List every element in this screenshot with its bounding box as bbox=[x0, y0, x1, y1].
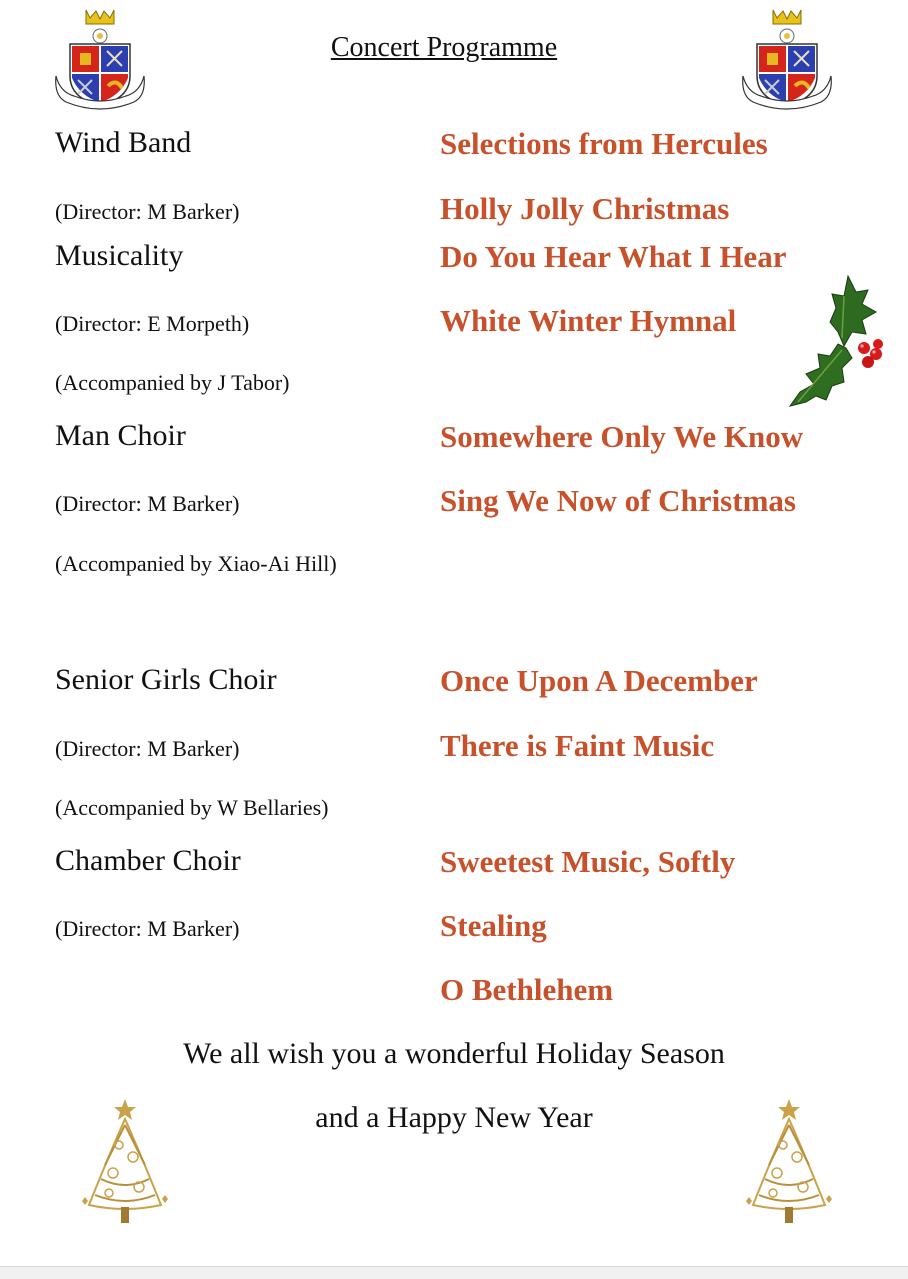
song-title: White Winter Hymnal bbox=[440, 303, 737, 338]
ensemble-man-choir: Man Choir bbox=[55, 419, 186, 452]
song-title: Sing We Now of Christmas bbox=[440, 483, 796, 518]
ensemble-wind-band: Wind Band bbox=[55, 126, 192, 159]
christmas-tree-icon bbox=[743, 1095, 835, 1227]
song-title: Holly Jolly Christmas bbox=[440, 191, 730, 226]
accompanist-line: (Accompanied by W Bellaries) bbox=[55, 795, 329, 820]
closing-line-1: We all wish you a wonderful Holiday Season bbox=[183, 1037, 725, 1070]
song-title: Once Upon A December bbox=[440, 663, 758, 698]
director-line: (Director: M Barker) bbox=[55, 491, 240, 516]
ensemble-chamber-choir: Chamber Choir bbox=[55, 844, 241, 877]
director-line: (Director: M Barker) bbox=[55, 736, 240, 761]
song-title: Stealing bbox=[440, 908, 547, 943]
ensemble-musicality: Musicality bbox=[55, 239, 184, 272]
song-title: Sweetest Music, Softly bbox=[440, 844, 736, 879]
accompanist-line: (Accompanied by J Tabor) bbox=[55, 370, 290, 395]
song-title: There is Faint Music bbox=[440, 728, 715, 763]
page-title: Concert Programme bbox=[330, 32, 558, 63]
song-title: O Bethlehem bbox=[440, 972, 614, 1007]
song-title: Selections from Hercules bbox=[440, 126, 768, 161]
closing-line-2: and a Happy New Year bbox=[315, 1101, 593, 1134]
accompanist-line: (Accompanied by Xiao-Ai Hill) bbox=[55, 551, 337, 576]
ensemble-senior-girls-choir: Senior Girls Choir bbox=[55, 663, 277, 696]
song-title: Somewhere Only We Know bbox=[440, 419, 804, 454]
holly-icon bbox=[786, 272, 888, 412]
christmas-tree-icon bbox=[79, 1095, 171, 1227]
song-title: Do You Hear What I Hear bbox=[440, 239, 787, 274]
director-line: (Director: E Morpeth) bbox=[55, 311, 250, 336]
director-line: (Director: M Barker) bbox=[55, 199, 240, 224]
page-bottom-edge bbox=[0, 1266, 908, 1279]
director-line: (Director: M Barker) bbox=[55, 916, 240, 941]
